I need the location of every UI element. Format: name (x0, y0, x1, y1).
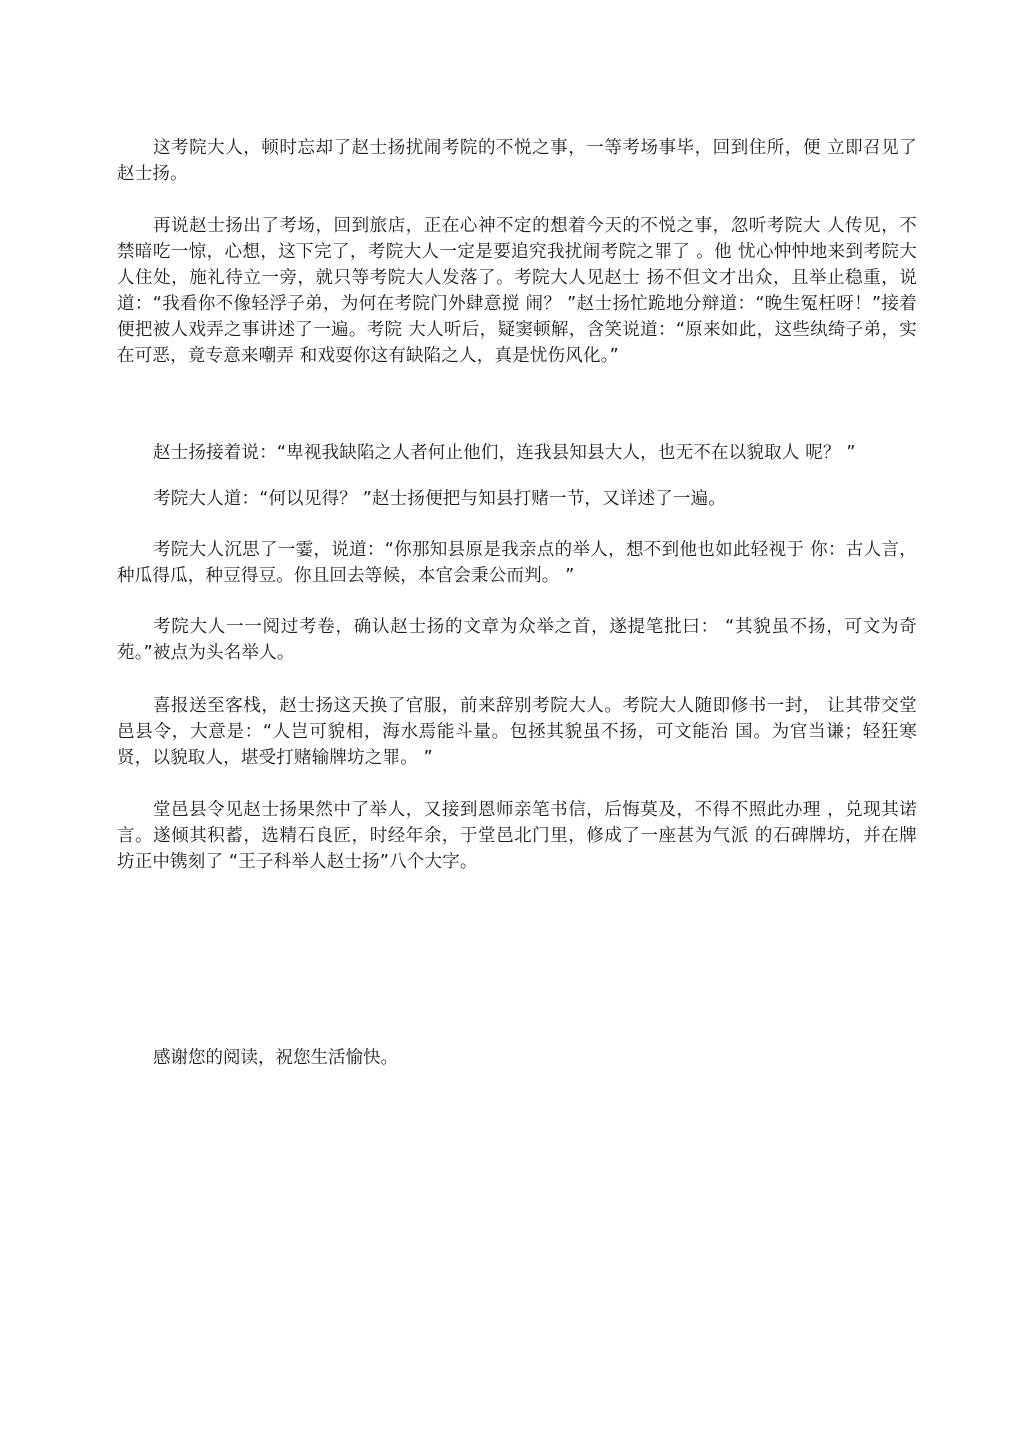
closing-line: 感谢您的阅读，祝您生活愉快。 (153, 1048, 398, 1068)
paragraph-6: 考院大人一一阅过考卷，确认赵士扬的文章为众举之首，遂提笔批曰： “其貌虽不扬，可文为奇苑。”被点为头名举人。 (117, 617, 917, 663)
paragraph-8: 堂邑县令见赵士扬果然中了举人，又接到恩师亲笔书信，后悔莫及，不得不照此办理 ，兑现其诺言。遂倾其积蓄，选精石良匠，时经年余，于堂邑北门里，修成了一座甚为气派 的石碑牌坊，并在牌坊正中镌刻了 “王子科举人赵士扬”八个大字。 (117, 800, 917, 872)
paragraph-1: 这考院大人，顿时忘却了赵士扬扰闹考院的不悦之事，一等考场事毕，回到住所，便 立即召见了赵士扬。 (117, 138, 917, 184)
paragraph-4: 考院大人道：“何以见得？ ”赵士扬便把与知县打赌一节，又详述了一遍。 (153, 489, 726, 509)
document-page (117, 0, 917, 1447)
paragraph-2: 再说赵士扬出了考场，回到旅店，正在心神不定的想着今天的不悦之事，忽听考院大 人传见，不禁暗吃一惊，心想，这下完了，考院大人一定是要追究我扰闹考院之罪了 。他 忧心忡忡地来到考院大人住处，施礼待立一旁，就只等考院大人发落了。考院大人见赵士 扬不但文才出众，且举止稳重，说道：“我看你不像轻浮子弟，为何在考院门外肆意搅 闹？ ”赵士扬忙跪地分辩道：“晚生冤枉呀！”接着便把被人戏弄之事讲述了一遍。考院 大人听后，疑窦顿解，含笑说道：“原来如此，这些纨绮子弟，实在可恶，竟专意来嘲弄 和戏耍你这有缺陷之人，真是忧伤风化。” (117, 216, 917, 366)
paragraph-3: 赵士扬接着说：“卑视我缺陷之人者何止他们，连我县知县大人，也无不在以貌取人 呢？ ” (153, 443, 856, 463)
paragraph-5: 考院大人沉思了一霎，说道：“你那知县原是我亲点的举人，想不到他也如此轻视于 你：古人言，种瓜得瓜，种豆得豆。你且回去等候，本官会秉公而判。 ” (117, 540, 917, 586)
paragraph-7: 喜报送至客栈，赵士扬这天换了官服，前来辞别考院大人。考院大人随即修书一封， 让其带交堂邑县令，大意是：“人岂可貌相，海水焉能斗量。包拯其貌虽不扬，可文能治 国。为官当谦；轻狂寒贤，以貌取人，堪受打赌输牌坊之罪。 ” (117, 696, 917, 768)
